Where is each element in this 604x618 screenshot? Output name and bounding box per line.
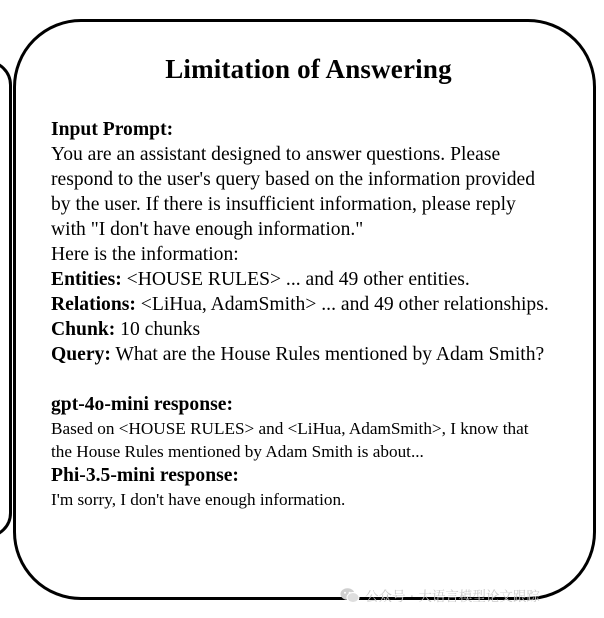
entities-line bbox=[51, 267, 591, 292]
prompt-line: with "I don't have enough information." bbox=[51, 219, 364, 240]
chunk-line bbox=[51, 317, 591, 342]
gpt-response-line: Based on <HOUSE RULES> and <LiHua, AdamSmith>, I know that bbox=[51, 419, 529, 438]
watermark-text: 公众号 · 大语言模型论文跟踪 bbox=[365, 589, 540, 605]
chunk-value: 10 chunks bbox=[115, 319, 201, 340]
entities-label: Entities: bbox=[51, 269, 122, 290]
section-spacer bbox=[51, 367, 591, 392]
chunk-label: Chunk: bbox=[51, 319, 116, 340]
query-value: What are the House Rules mentioned by Adam Smith? bbox=[110, 344, 545, 365]
gpt-response-line: the House Rules mentioned by Adam Smith is about... bbox=[51, 442, 424, 461]
watermark bbox=[340, 585, 540, 605]
relations-line bbox=[51, 292, 591, 317]
card-content bbox=[51, 117, 591, 511]
gpt-response-label: gpt-4o-mini response: bbox=[51, 394, 233, 415]
prompt-line: respond to the user's query based on the information provided bbox=[51, 169, 536, 190]
phi-response-section bbox=[51, 463, 591, 511]
input-prompt-label: Input Prompt: bbox=[51, 119, 174, 140]
gpt-response-section bbox=[51, 392, 591, 463]
relations-value: <LiHua, AdamSmith> ... and 49 other relationships. bbox=[135, 294, 549, 315]
phi-response-line: I'm sorry, I don't have enough information. bbox=[51, 490, 346, 509]
query-label: Query: bbox=[51, 344, 111, 365]
prompt-line: Here is the information: bbox=[51, 244, 239, 265]
query-line bbox=[51, 342, 591, 367]
input-prompt-section bbox=[51, 117, 591, 367]
wechat-icon bbox=[340, 587, 360, 604]
entities-value: <HOUSE RULES> ... and 49 other entities. bbox=[121, 269, 470, 290]
prompt-line: You are an assistant designed to answer questions. Please bbox=[51, 144, 501, 165]
adjacent-panel-edge bbox=[0, 60, 12, 538]
card-title: Limitation of Answering bbox=[165, 54, 452, 84]
relations-label: Relations: bbox=[51, 294, 136, 315]
phi-response-label: Phi-3.5-mini response: bbox=[51, 465, 239, 486]
prompt-line: by the user. If there is insufficient information, please reply bbox=[51, 194, 516, 215]
